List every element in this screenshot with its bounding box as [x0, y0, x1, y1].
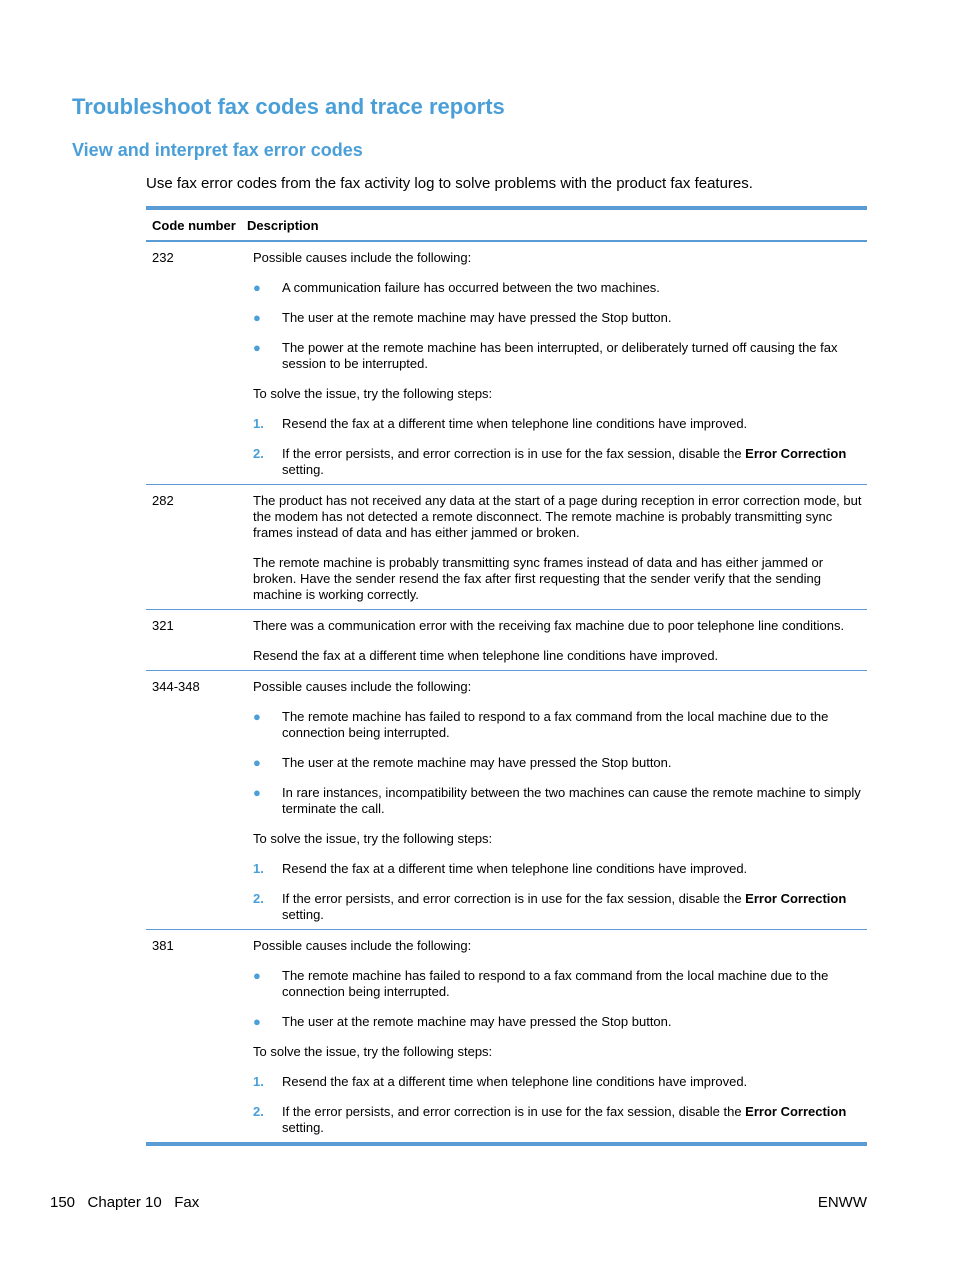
step-number: 2.: [253, 1104, 264, 1119]
bullet-icon: ●: [253, 709, 261, 724]
bullet-icon: ●: [253, 1014, 261, 1029]
description-cell: [253, 242, 867, 484]
code-cell: 282: [152, 493, 174, 508]
step-number: 1.: [253, 416, 264, 431]
paragraph: Possible causes include the following:: [253, 250, 472, 265]
paragraph: Resend the fax at a different time when telephone line conditions have improved.: [253, 648, 719, 663]
paragraph: Possible causes include the following:: [253, 679, 472, 694]
step-item: 1. Resend the fax at a different time when telephone line conditions have improved.: [253, 416, 748, 431]
code-cell: 232: [152, 250, 174, 265]
paragraph: To solve the issue, try the following steps:: [253, 1044, 493, 1059]
table-header: [146, 210, 867, 240]
table-row: [146, 242, 867, 485]
code-cell: 381: [152, 938, 174, 953]
paragraph: The product has not received any data at the start of a page during reception in error correction mode, but the modem has not detected a remote disconnect. The remote machine is probably transmitting sync frames instead of data and has either jammed or broken.: [253, 493, 862, 540]
section-heading: View and interpret fax error codes: [72, 140, 363, 160]
step-number: 1.: [253, 1074, 264, 1089]
bullet-icon: ●: [253, 968, 261, 983]
step-item: 1. Resend the fax at a different time when telephone line conditions have improved.: [253, 1074, 748, 1089]
step-item: 2. If the error persists, and error correction is in use for the fax session, disable the Error Correction setting.: [253, 446, 847, 477]
table-row: [146, 671, 867, 930]
bullet-item: ● The remote machine has failed to respond to a fax command from the local machine due to the connection being interrupted.: [253, 709, 829, 740]
description-cell: [253, 610, 867, 670]
setting-name: Error Correction: [745, 891, 847, 906]
bullet-icon: ●: [253, 340, 261, 355]
header-description: Description: [247, 217, 319, 233]
bullet-item: ● The user at the remote machine may have pressed the Stop button.: [253, 310, 672, 325]
setting-name: Error Correction: [745, 1104, 847, 1119]
bullet-item: ● A communication failure has occurred between the two machines.: [253, 280, 660, 295]
step-item: 2. If the error persists, and error correction is in use for the fax session, disable the Error Correction setting.: [253, 1104, 847, 1135]
bullet-item: ● The user at the remote machine may have pressed the Stop button.: [253, 755, 672, 770]
description-cell: [253, 930, 867, 1142]
bullet-icon: ●: [253, 310, 261, 325]
bullet-item: ● The remote machine has failed to respond to a fax command from the local machine due to the connection being interrupted.: [253, 968, 829, 999]
intro-paragraph: Use fax error codes from the fax activity log to solve problems with the product fax features.: [146, 175, 753, 192]
description-cell: [253, 485, 867, 609]
step-number: 2.: [253, 446, 264, 461]
paragraph: To solve the issue, try the following steps:: [253, 831, 493, 846]
step-item: 1. Resend the fax at a different time when telephone line conditions have improved.: [253, 861, 748, 876]
description-cell: [253, 671, 867, 929]
step-number: 1.: [253, 861, 264, 876]
table-row: [146, 610, 867, 671]
paragraph: There was a communication error with the receiving fax machine due to poor telephone line conditions.: [253, 618, 845, 633]
code-cell: 321: [152, 618, 174, 633]
header-code-number: Code number: [152, 217, 236, 233]
error-codes-table: [146, 206, 867, 1146]
footer-page-info: 150 Chapter 10 Fax: [50, 1194, 200, 1211]
paragraph: The remote machine is probably transmitting sync frames instead of data and has either jammed or broken. Have the sender resend the fax after first requesting that the sender verify that the sending machine is working correctly.: [253, 555, 824, 602]
step-item: 2. If the error persists, and error correction is in use for the fax session, disable the Error Correction setting.: [253, 891, 847, 922]
bullet-item: ● The user at the remote machine may have pressed the Stop button.: [253, 1014, 672, 1029]
paragraph: To solve the issue, try the following steps:: [253, 386, 493, 401]
step-number: 2.: [253, 891, 264, 906]
bullet-item: ● In rare instances, incompatibility between the two machines can cause the remote machine to simply terminate the call.: [253, 785, 861, 816]
bullet-icon: ●: [253, 280, 261, 295]
footer-locale: ENWW: [817, 1194, 867, 1211]
paragraph: Possible causes include the following:: [253, 938, 472, 953]
bullet-icon: ●: [253, 785, 261, 800]
table-row: [146, 930, 867, 1142]
table-row: [146, 485, 867, 610]
bullet-item: ● The power at the remote machine has been interrupted, or deliberately turned off causing the fax session to be interrupted.: [253, 340, 838, 371]
bullet-icon: ●: [253, 755, 261, 770]
page-title: Troubleshoot fax codes and trace reports: [72, 94, 505, 119]
table-bottom-rule: [146, 1142, 867, 1146]
code-cell: 344-348: [152, 679, 200, 694]
setting-name: Error Correction: [745, 446, 847, 461]
